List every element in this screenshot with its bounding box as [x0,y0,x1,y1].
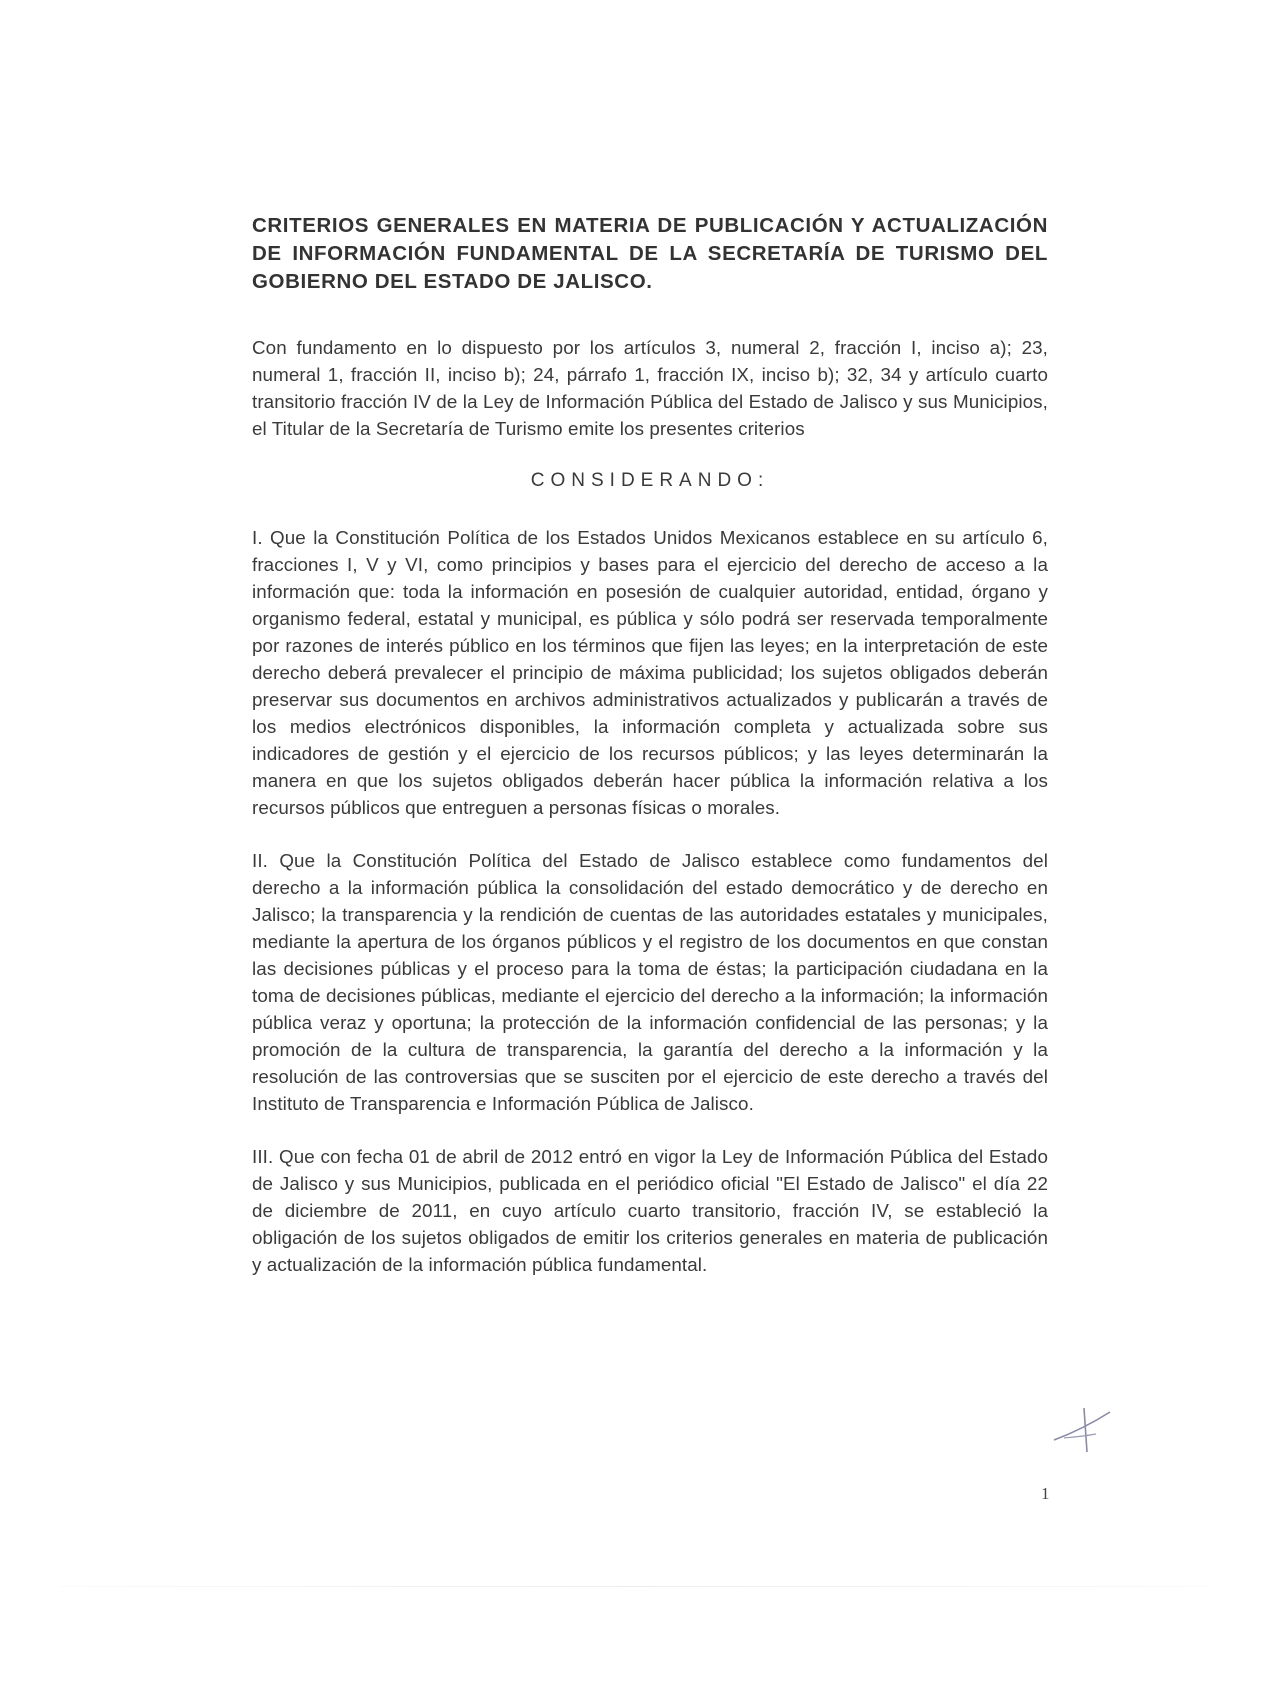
paragraph-2-numeral: II. [252,850,268,871]
page-number: 1 [1041,1484,1050,1503]
paragraph-3-text: Que con fecha 01 de abril de 2012 entró en vigor la Ley de Información Pública del Estado de Jalisco y sus Municipios, publicada en el periódico oficial "El Estado de Jalisco" el día 22 de diciembre de 2011, en cuyo artículo cuarto transitorio, fracción IV, se estableció la obligación de los sujetos obligados de emitir los criterios generales en materia de publicación y actualización de la información pública fundamental. [252,1146,1048,1275]
handwritten-initial-mark [1050,1404,1114,1454]
paragraph-2-text: Que la Constitución Política del Estado de Jalisco establece como fundamentos del derecho a la información pública la consolidación del estado democrático y de derecho en Jalisco; la transparencia y la rendición de cuentas de las autoridades estatales y municipales, mediante la apertura de los órganos públicos y el registro de los documentos en que constan las decisiones públicas y el proceso para la toma de éstas; la participación ciudadana en la toma de decisiones públicas, mediante el ejercicio del derecho a la información; la información pública veraz y oportuna; la protección de la información confidencial de las personas; y la promoción de la cultura de transparencia, la garantía del derecho a la información y la resolución de las controversias que se susciten por el ejercicio de este derecho a través del Instituto de Transparencia e Información Pública de Jalisco. [252,850,1048,1114]
document-page [252,212,1048,1278]
document-title: CRITERIOS GENERALES EN MATERIA DE PUBLICACIÓN Y ACTUALIZACIÓN DE INFORMACIÓN FUNDAMENTAL DE LA SECRETARÍA DE TURISMO DEL GOBIERNO DEL ESTADO DE JALISCO. [252,214,1048,293]
paragraph-1-text: Que la Constitución Política de los Estados Unidos Mexicanos establece en su artículo 6, fracciones I, V y VI, como principios y bases para el ejercicio del derecho de acceso a la información que: toda la información en posesión de cualquier autoridad, entidad, órgano y organismo federal, estatal y municipal, es pública y sólo podrá ser reservada temporalmente por razones de interés público en los términos que fijen las leyes; en la interpretación de este derecho deberá prevalecer el principio de máxima publicidad; los sujetos obligados deberán preservar sus documentos en archivos administrativos actualizados y publicarán a través de los medios electrónicos disponibles, la información completa y actualizada sobre sus indicadores de gestión y el ejercicio de los recursos públicos; y las leyes determinarán la manera en que los sujetos obligados deberán hacer pública la información relativa a los recursos públicos que entreguen a personas físicas o morales. [252,527,1048,818]
paragraph-3 [252,1143,1048,1278]
paragraph-3-numeral: III. [252,1146,274,1167]
paragraph-1-numeral: I. [252,527,263,548]
paragraph-1 [252,524,1048,821]
considerando-heading: CONSIDERANDO: [530,470,770,491]
intro-paragraph: Con fundamento en lo dispuesto por los artículos 3, numeral 2, fracción I, inciso a); 23, numeral 1, fracción II, inciso b); 24, párrafo 1, fracción IX, inciso b); 32, 34 y artículo cuarto transitorio fracción IV de la Ley de Información Pública del Estado de Jalisco y sus Municipios, el Titular de la Secretaría de Turismo emite los presentes criterios [252,337,1048,439]
scan-edge-line [60,1586,1210,1587]
paragraph-2 [252,847,1048,1117]
